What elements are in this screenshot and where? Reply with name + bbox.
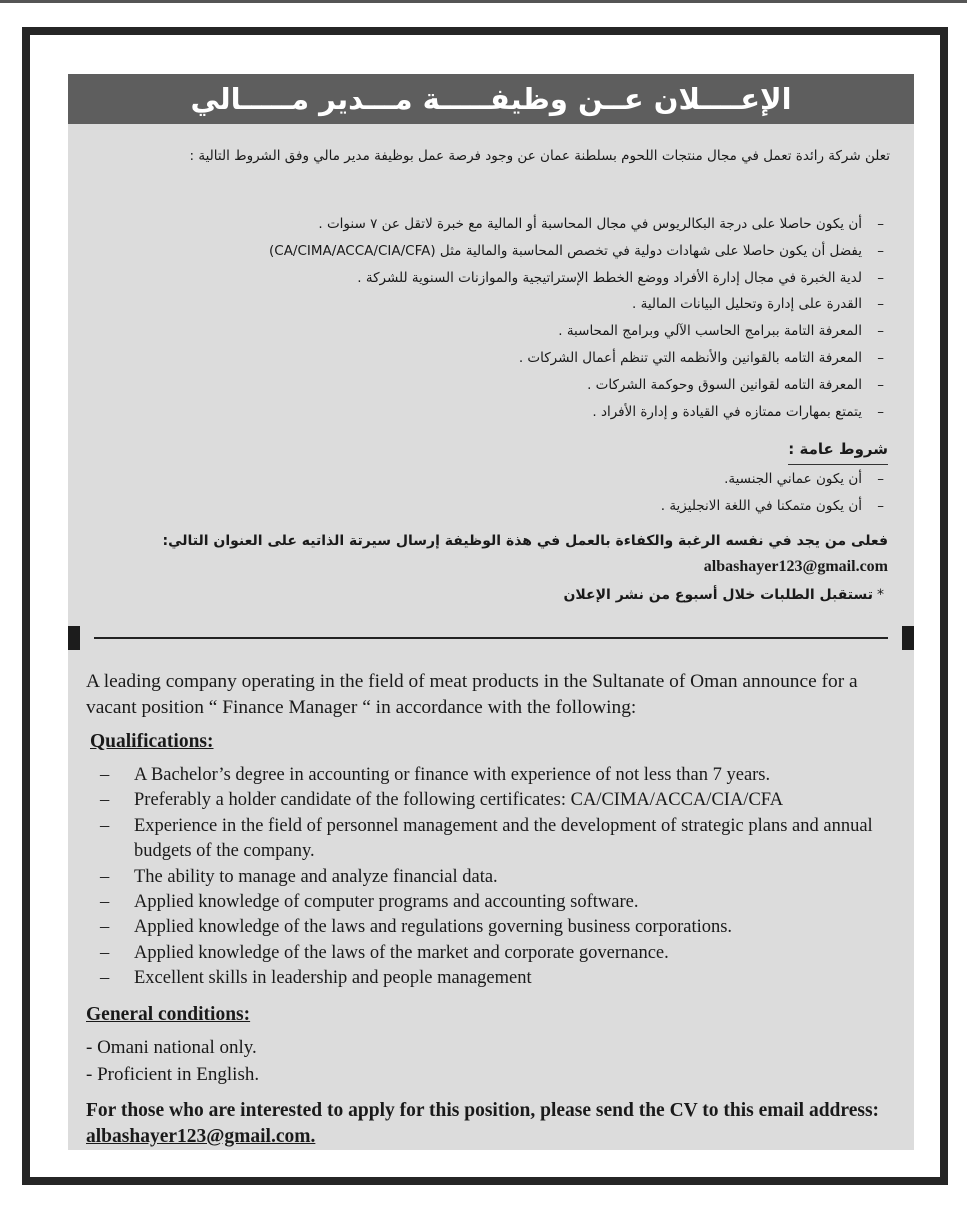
english-intro: A leading company operating in the field of meat products in the Sultanate of Oman announce for a vacant position “ Finance Manager “ in accordance with the following:	[86, 671, 858, 718]
qualifications-heading: Qualifications:	[90, 731, 214, 752]
section-divider	[94, 637, 888, 639]
ad-panel	[68, 74, 914, 1150]
arabic-deadline-text: تستقبل الطلبات خلال أسبوع من نشر الإعلان	[563, 587, 873, 603]
arabic-general-condition-item: – أن يكون عماني الجنسية.	[88, 466, 888, 493]
qualification-item: – Applied knowledge of the laws and regulations governing business corporations.	[86, 915, 900, 940]
qualification-item: – Applied knowledge of computer programs and accounting software.	[86, 890, 900, 915]
general-conditions-heading: General conditions:	[86, 1004, 251, 1025]
arabic-apply-email: albashayer123@gmail.com	[703, 558, 888, 575]
qualification-item: – The ability to manage and analyze financial data.	[86, 865, 900, 890]
arabic-requirement-item: – أن يكون حاصلا على درجة البكالريوس في مجال المحاسبة أو المالية مع خبرة لاتقل عن ٧ سنوات .	[88, 211, 888, 238]
arabic-deadline-note	[563, 584, 884, 606]
arabic-intro: تعلن شركة رائدة تعمل في مجال منتجات اللحوم بسلطنة عمان عن وجود فرصة عمل بوظيفة مدير مالي وفق الشروط التالية :	[189, 148, 890, 164]
divider-block-right	[902, 626, 914, 650]
qualification-item: – Excellent skills in leadership and people management	[86, 966, 900, 991]
general-condition-item: - Omani national only.	[86, 1037, 257, 1058]
english-apply-email: albashayer123@gmail.com.	[86, 1126, 316, 1147]
qualification-item: – Preferably a holder candidate of the following certificates: CA/CIMA/ACCA/CIA/CFA	[86, 788, 900, 813]
arabic-requirement-item: – لدية الخبرة في مجال إدارة الأفراد ووضع الخطط الإستراتيجية والموازنات السنوية للشركة .	[88, 265, 888, 292]
divider-block-left	[68, 626, 80, 650]
english-apply-text: For those who are interested to apply for this position, please send the CV to this email address:	[86, 1100, 880, 1121]
ad-frame	[22, 27, 948, 1185]
arabic-apply-text: فعلى من يجد في نفسه الرغبة والكفاءة بالعمل في هذة الوظيفة إرسال سيرتة الذاتيه على العنوان التالي:	[162, 533, 888, 549]
qualification-item: – Applied knowledge of the laws of the market and corporate governance.	[86, 941, 900, 966]
arabic-requirement-item: – المعرفة التامه بالقوانين والأنظمه التي تنظم أعمال الشركات .	[88, 345, 888, 372]
qualification-item: – Experience in the field of personnel management and the development of strategic plans and annual budgets of the company.	[86, 814, 900, 865]
english-apply-instructions	[86, 1098, 902, 1150]
arabic-apply-instructions	[94, 528, 888, 580]
arabic-requirement-item: – المعرفة التامة ببرامج الحاسب الآلي وبرامج المحاسبة .	[88, 318, 888, 345]
qualification-item: – A Bachelor’s degree in accounting or finance with experience of not less than 7 years.	[86, 763, 900, 788]
arabic-requirement-item: – يفضل أن يكون حاصلا على شهادات دولية في تخصص المحاسبة والمالية مثل (CA/CIMA/ACCA/CIA/CFA)	[88, 238, 888, 265]
top-rule	[0, 0, 967, 3]
arabic-general-conditions-list	[88, 466, 888, 520]
asterisk-mark: *	[877, 587, 884, 603]
arabic-requirement-item: – يتمتع بمهارات ممتازه في القيادة و إدارة الأفراد .	[88, 399, 888, 426]
general-condition-item: - Proficient in English.	[86, 1064, 260, 1085]
arabic-requirement-item: – القدرة على إدارة وتحليل البيانات المالية .	[88, 291, 888, 318]
arabic-title-banner: الإعــــلان عــن وظيفـــــة مـــدير مـــــالي	[68, 74, 914, 124]
qualifications-list	[86, 763, 900, 992]
arabic-general-conditions-heading: شروط عامة :	[788, 436, 888, 465]
arabic-general-condition-item: – أن يكون متمكنا في اللغة الانجليزية .	[88, 493, 888, 520]
general-conditions-list	[86, 1034, 259, 1088]
arabic-requirements-list	[88, 211, 888, 425]
arabic-requirement-item: – المعرفة التامه لقوانين السوق وحوكمة الشركات .	[88, 372, 888, 399]
